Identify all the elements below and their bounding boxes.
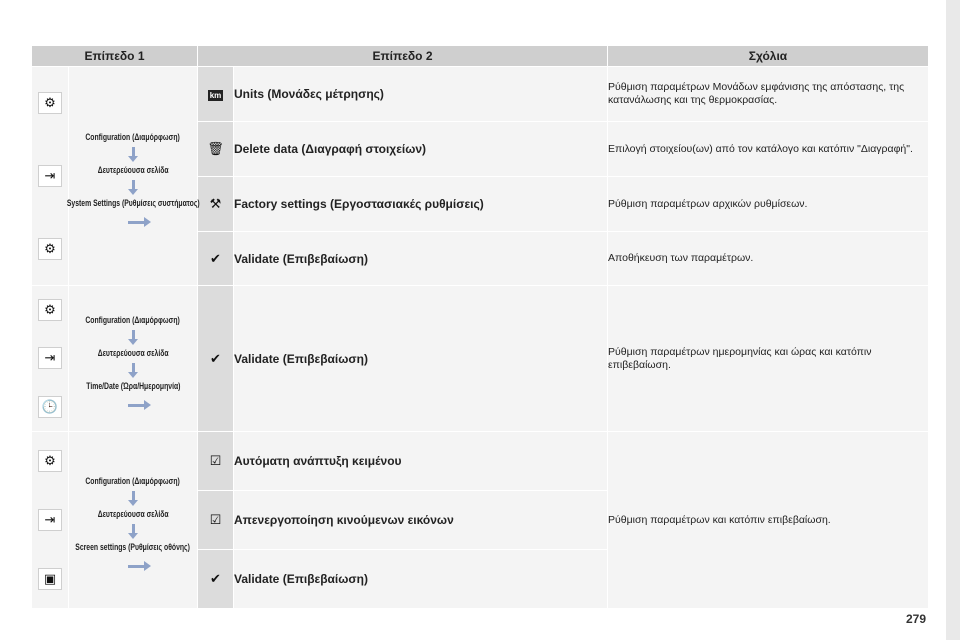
submenu-icon: ⇥ — [38, 165, 62, 187]
row-label: Units (Μονάδες μέτρησης) — [234, 67, 608, 122]
row-comment: Ρύθμιση παραμέτρων ημερομηνίας και ώρας και κατόπιν επιβεβαίωση. — [608, 286, 929, 432]
row-label: Validate (Επιβεβαίωση) — [234, 232, 608, 286]
table-row — [32, 67, 929, 122]
arrow-down-icon — [132, 147, 135, 157]
table-row — [32, 286, 929, 432]
submenu-icon: ⇥ — [38, 347, 62, 369]
row-label: Delete data (Διαγραφή στοιχείων) — [234, 122, 608, 177]
row-label: Validate (Επιβεβαίωση) — [234, 286, 608, 432]
checkbox-icon: ☑ — [198, 432, 234, 491]
path-step: Δευτερεύουσα σελίδα — [97, 509, 169, 520]
row-label: Απενεργοποίηση κινούμενων εικόνων — [234, 491, 608, 550]
path-step: Δευτερεύουσα σελίδα — [97, 347, 169, 359]
row-comment: Επιλογή στοιχείου(ων) από τον κατάλογο και κατόπιν "Διαγραφή". — [608, 122, 929, 177]
settings-table — [31, 45, 929, 609]
settings-icon: ⚙ — [38, 450, 62, 472]
header-row — [32, 46, 929, 67]
arrow-down-icon — [132, 180, 135, 190]
row-label: Factory settings (Εργοστασιακές ρυθμίσεις) — [234, 177, 608, 232]
page-number: 279 — [906, 612, 927, 626]
row-comment: Ρύθμιση παραμέτρων αρχικών ρυθμίσεων. — [608, 177, 929, 232]
arrow-down-icon — [132, 363, 135, 373]
clock-icon: 🕒 — [38, 396, 62, 418]
settings-icon: ⚙ — [38, 92, 62, 114]
header-comments: Σχόλια — [608, 46, 929, 67]
level1-icon-column — [32, 67, 69, 286]
row-comment: Αποθήκευση των παραμέτρων. — [608, 232, 929, 286]
header-level1: Επίπεδο 1 — [32, 46, 198, 67]
path-step: System Settings (Ρυθμίσεις συστήματος) — [66, 198, 200, 209]
submenu-icon: ⇥ — [38, 509, 62, 531]
row-label: Validate (Επιβεβαίωση) — [234, 550, 608, 609]
arrow-down-icon — [132, 491, 135, 501]
level1-icon-column — [32, 286, 69, 432]
arrow-right-icon — [128, 221, 144, 224]
path-step: Configuration (Διαμόρφωση) — [85, 476, 181, 487]
row-comment: Ρύθμιση παραμέτρων και κατόπιν επιβεβαίωση. — [608, 432, 929, 609]
system-settings-icon: ⚙ — [38, 238, 62, 260]
units-icon: km — [198, 67, 234, 122]
path-step: Configuration (Διαμόρφωση) — [85, 132, 181, 143]
checkbox-icon: ☑ — [198, 491, 234, 550]
level1-path — [69, 432, 198, 609]
row-label: Αυτόματη ανάπτυξη κειμένου — [234, 432, 608, 491]
checkmark-icon: ✔ — [198, 232, 234, 286]
trash-icon: 🗑 — [198, 122, 234, 177]
level1-path — [69, 286, 198, 432]
arrow-right-icon — [128, 404, 144, 407]
path-step: Time/Date (Ώρα/Ημερομηνία) — [85, 380, 181, 392]
factory-settings-icon: ⚒ — [198, 177, 234, 232]
table-row — [32, 432, 929, 491]
checkmark-icon: ✔ — [198, 550, 234, 609]
screen-icon: ▣ — [38, 568, 62, 590]
path-step: Screen settings (Ρυθμίσεις οθόνης) — [75, 542, 191, 553]
page-edge-bar — [946, 0, 960, 640]
header-level2: Επίπεδο 2 — [198, 46, 608, 67]
arrow-down-icon — [132, 524, 135, 534]
level1-icon-column — [32, 432, 69, 609]
path-step: Δευτερεύουσα σελίδα — [97, 165, 169, 176]
arrow-down-icon — [132, 330, 135, 340]
row-comment: Ρύθμιση παραμέτρων Μονάδων εμφάνισης της απόστασης, της κατανάλωσης και της θερμοκρασίας. — [608, 67, 929, 122]
arrow-right-icon — [128, 565, 144, 568]
path-step: Configuration (Διαμόρφωση) — [85, 314, 181, 326]
level1-path — [66, 67, 200, 286]
checkmark-icon: ✔ — [198, 286, 234, 432]
settings-icon: ⚙ — [38, 299, 62, 321]
